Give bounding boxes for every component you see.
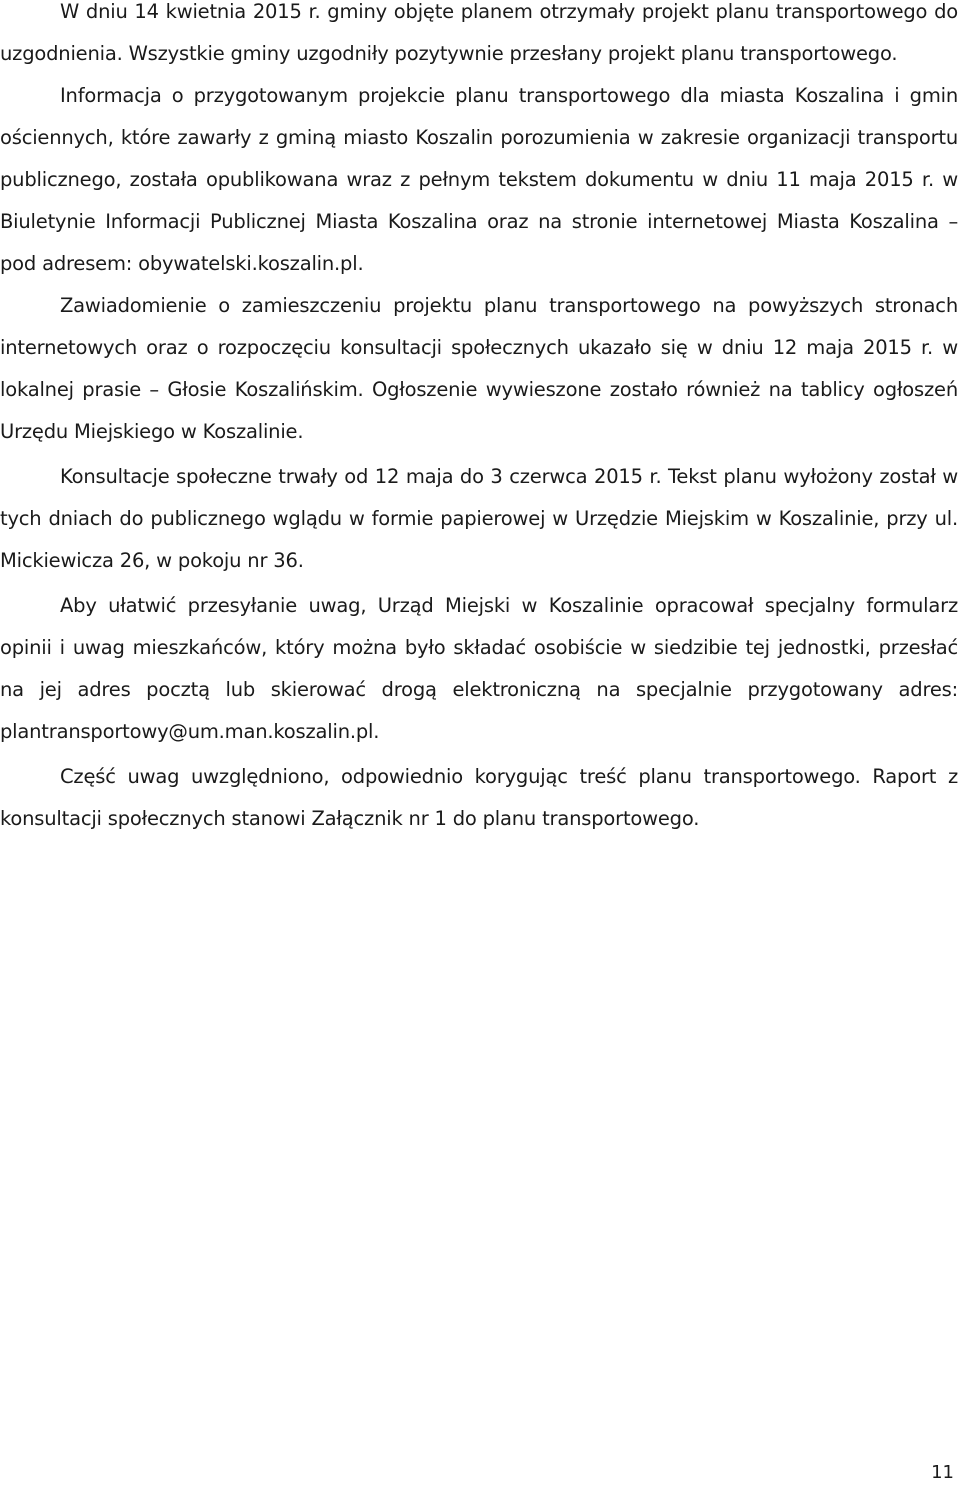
paragraph-consultation-notice: Zawiadomienie o zamieszczeniu projektu planu transportowego na powyższych stronach internetowych oraz o rozpoczęciu konsultacji społecznych ukazało się w dniu 12 maja 2015 r. w lokalnej prasie – Głosie Koszalińskim. Ogłoszenie wywieszone zostało również na tablicy ogłoszeń Urzędu Miejskiego w Koszalinie.	[0, 294, 958, 443]
paragraph-comment-form: Aby ułatwić przesyłanie uwag, Urząd Miejski w Koszalinie opracował specjalny formularz opinii i uwag mieszkańców, który można było składać osobiście w siedzibie tej jednostki, przesłać na jej adres pocztą lub skierować drogą elektroniczną na specjalnie przygotowany adres: plantransportowy@um.man.koszalin.pl.	[0, 594, 958, 743]
page-number: 11	[931, 1462, 954, 1483]
paragraph-publication-info: Informacja o przygotowanym projekcie planu transportowego dla miasta Koszalina i gmin ościennych, które zawarły z gminą miasto Koszalin porozumienia w zakresie organizacji transportu publicznego, została opublikowana wraz z pełnym tekstem dokumentu w dniu 11 maja 2015 r. w Biuletynie Informacji Publicznej Miasta Koszalina oraz na stronie internetowej Miasta Koszalina – pod adresem: obywatelski.koszalin.pl.	[0, 84, 958, 275]
paragraph-gmina-agreement: W dniu 14 kwietnia 2015 r. gminy objęte planem otrzymały projekt planu transportowego do uzgodnienia. Wszystkie gminy uzgodniły pozytywnie przesłany projekt planu transportowego.	[0, 0, 958, 65]
paragraph-consultation-period: Konsultacje społeczne trwały od 12 maja do 3 czerwca 2015 r. Tekst planu wyłożony został w tych dniach do publicznego wglądu w formie papierowej w Urzędzie Miejskim w Koszalinie, przy ul. Mickiewicza 26, w pokoju nr 36.	[0, 465, 958, 572]
paragraph-consultation-report: Część uwag uwzględniono, odpowiednio korygując treść planu transportowego. Raport z konsultacji społecznych stanowi Załącznik nr 1 do planu transportowego.	[0, 765, 958, 830]
